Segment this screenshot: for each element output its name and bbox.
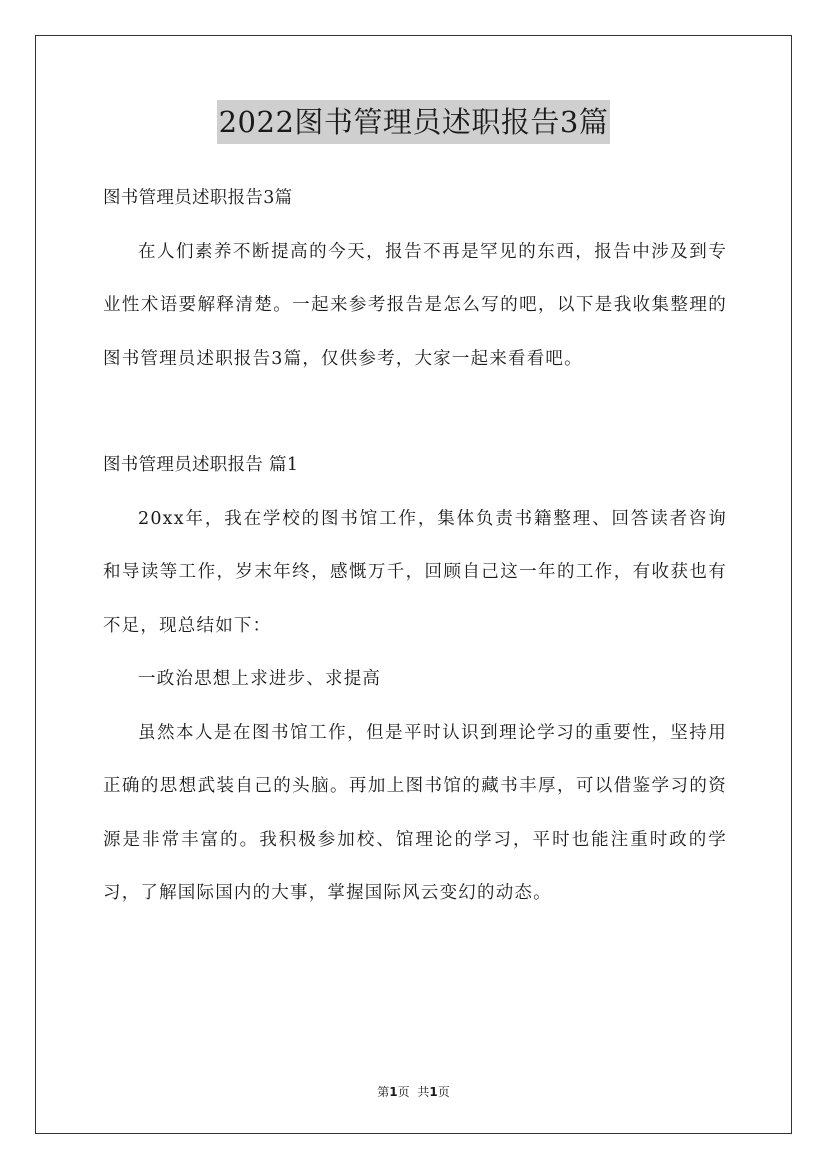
footer-total-suffix: 页 [437,1085,450,1099]
footer-page-prefix: 第 [377,1085,390,1099]
footer-total-prefix: 共 [417,1085,430,1099]
document-title: 2022图书管理员述职报告3篇 [217,100,611,144]
paragraph-spacer [103,386,727,439]
footer-page-suffix: 页 [397,1085,410,1099]
page-footer [0,1083,827,1101]
footer-page-total: 1 [429,1085,438,1099]
point-heading-1: 一政治思想上求进步、求提高 [138,669,382,689]
document-body [103,172,727,921]
intro-paragraph: 在人们素养不断提高的今天，报告不再是罕见的东西，报告中涉及到专业性术语要解释清楚。一起来参考报告是怎么写的吧，以下是我收集整理的图书管理员述职报告3篇，仅供参考，大家一起来看看吧。 [103,241,727,369]
footer-page-current: 1 [389,1085,398,1099]
document-subtitle: 图书管理员述职报告3篇 [103,188,293,208]
title-container [0,100,827,144]
section-paragraph-2: 虽然本人是在图书馆工作，但是平时认识到理论学习的重要性，坚持用正确的思想武装自己的头脑。再加上图书馆的藏书丰厚，可以借鉴学习的资源是非常丰富的。我积极参加校、馆理论的学习，平时也能注重时政的学习，了解国际国内的大事，掌握国际风云变幻的动态。 [103,722,727,903]
section-paragraph-1: 20xx年，我在学校的图书馆工作，集体负责书籍整理、回答读者咨询和导读等工作，岁末年终，感慨万千，回顾自己这一年的工作，有收获也有不足，现总结如下： [103,508,727,636]
section-heading: 图书管理员述职报告 篇1 [103,455,299,475]
